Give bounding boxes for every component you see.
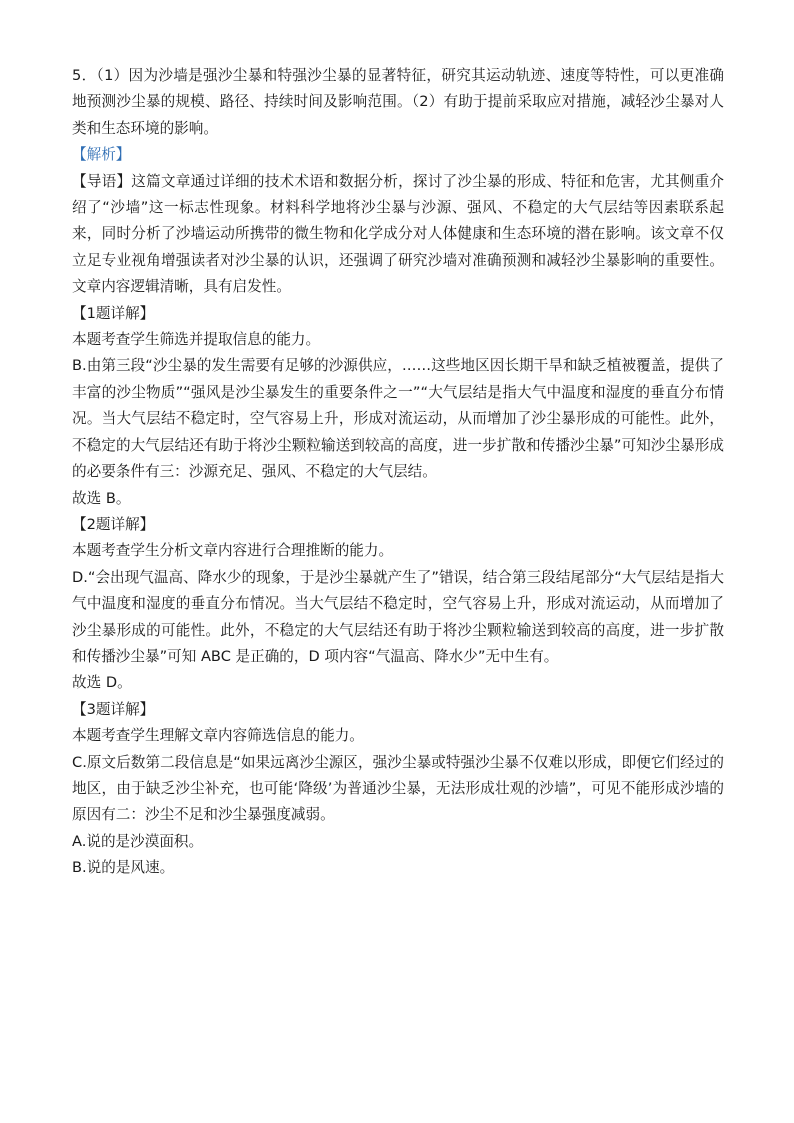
q2-ability-text: 本题考查学生分析文章内容进行合理推断的能力。 xyxy=(72,542,394,560)
q2-heading: 【2题详解】 xyxy=(72,515,155,533)
q3-option-b: B.说的是风速。 xyxy=(72,859,175,877)
analysis-heading: 【解析】 xyxy=(72,146,131,164)
document-page xyxy=(72,63,724,882)
guide-paragraph: 【导语】这篇文章通过详细的技术术语和数据分析，探讨了沙尘暴的形成、特征和危害，尤其侧重介绍了“沙墙”这一标志性现象。材料科学地将沙尘暴与沙源、强风、不稳定的大气层结等因素联系起来，同时分析了沙墙运动所携带的微生物和化学成分对人体健康和生态环境的潜在影响。该文章不仅立足专业视角增强读者对沙尘暴的认识，还强调了研究沙墙对准确预测和减轻沙尘暴影响的重要性。文章内容逻辑清晰，具有启发性。 xyxy=(72,172,724,296)
q2-answer: 故选 D。 xyxy=(72,674,132,692)
q3-ability-text: 本题考查学生理解文章内容筛选信息的能力。 xyxy=(72,727,364,745)
q1-ability-text: 本题考查学生筛选并提取信息的能力。 xyxy=(72,331,321,349)
q1-explanation: B.由第三段“沙尘暴的发生需要有足够的沙源供应，……这些地区因长期干旱和缺乏植被覆盖，提供了丰富的沙尘物质”“强风是沙尘暴发生的重要条件之一”“大气层结是指大气中温度和湿度的垂直分布情况。当大气层结不稳定时，空气容易上升，形成对流运动，从而增加了沙尘暴形成的可能性。此外，不稳定的大气层结还有助于将沙尘颗粒输送到较高的高度，进一步扩散和传播沙尘暴”可知沙尘暴形成的必要条件有三：沙源充足、强风、不稳定的大气层结。 xyxy=(72,357,724,481)
q3-explanation: C.原文后数第二段信息是“如果远离沙尘源区，强沙尘暴或特强沙尘暴不仅难以形成，即便它们经过的地区，由于缺乏沙尘补充，也可能‘降级’为普通沙尘暴，无法形成壮观的沙墙”，可见不能形成沙墙的原因有二：沙尘不足和沙尘暴强度减弱。 xyxy=(72,753,724,824)
q3-option-a: A.说的是沙漠面积。 xyxy=(72,832,204,850)
answer-5-paragraph: 5．（1）因为沙墙是强沙尘暴和特强沙尘暴的显著特征，研究其运动轨迹、速度等特性，可以更准确地预测沙尘暴的规模、路径、持续时间及影响范围。（2）有助于提前采取应对措施，减轻沙尘暴对人类和生态环境的影响。 xyxy=(72,67,724,137)
q1-heading: 【1题详解】 xyxy=(72,304,155,322)
q3-heading: 【3题详解】 xyxy=(72,700,155,718)
q1-answer: 故选 B。 xyxy=(72,489,131,507)
q2-explanation: D.“会出现气温高、降水少的现象，于是沙尘暴就产生了”错误，结合第三段结尾部分“大气层结是指大气中温度和湿度的垂直分布情况。当大气层结不稳定时，空气容易上升，形成对流运动，从而增加了沙尘暴形成的可能性。此外，不稳定的大气层结还有助于将沙尘颗粒输送到较高的高度，进一步扩散和传播沙尘暴”可知 ABC 是正确的，D 项内容“气温高、降水少”无中生有。 xyxy=(72,568,724,665)
